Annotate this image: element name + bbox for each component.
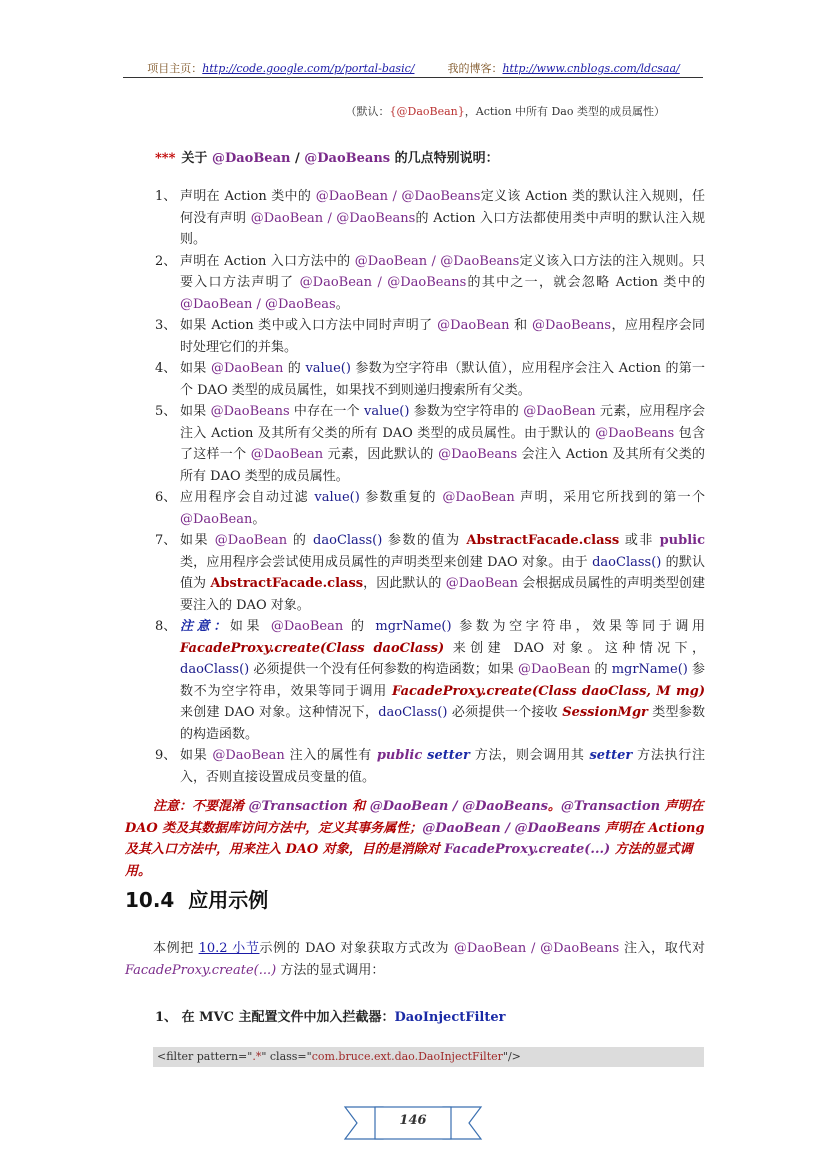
note-text: 。 — [335, 296, 349, 312]
code-mid: " class=" — [261, 1050, 312, 1063]
note-item — [155, 358, 705, 401]
note-text: @DaoBean — [437, 318, 510, 333]
note-text: FacadeProxy.create(Class daoClass) — [180, 640, 445, 656]
note-item — [155, 530, 705, 616]
page-number: 146 — [399, 1113, 427, 1128]
note-text: 定义该入口方法的注入规则。只要入口方法声明了 — [180, 253, 705, 290]
default-note-value: {@DaoBean} — [389, 105, 465, 118]
note-number: 3、 — [155, 318, 177, 333]
note-text: @DaoBean — [250, 447, 324, 462]
note-text: daoClass() — [592, 554, 662, 570]
note-text: 的 — [283, 361, 306, 376]
note-text: 注入的属性有 — [284, 748, 377, 763]
default-note-post: ，Action 中所有 Dao 类型的成员属性） — [464, 105, 665, 118]
code-pattern: .* — [252, 1050, 262, 1063]
warning-text: 注意：不要混淆 — [153, 799, 249, 814]
default-note-pre: （默认： — [345, 105, 390, 118]
notes-title-daobean: @DaoBean — [211, 151, 291, 166]
note-text: 必须提供一个没有任何参数的构造函数；如果 — [249, 662, 518, 677]
note-text: @DaoBean — [214, 533, 288, 548]
code-pre: <filter pattern=" — [157, 1050, 253, 1063]
note-number: 6、 — [155, 490, 177, 505]
note-text: @DaoBean — [442, 490, 515, 505]
warning-paragraph — [125, 796, 705, 882]
note-text: value() — [305, 361, 351, 376]
notes-title-sep: / — [290, 151, 305, 166]
note-text: 类型参数的构造函数。 — [180, 705, 706, 742]
warning-text: @Transaction — [248, 799, 348, 814]
note-text: @DaoBean — [210, 361, 284, 376]
notes-stars: *** — [155, 151, 176, 166]
note-text: 参数为空字符串的 — [409, 404, 524, 419]
note-text: 如果 — [180, 533, 215, 548]
step-1-class: DaoInjectFilter — [394, 1010, 506, 1025]
note-text: 必须提供一个接收 — [447, 705, 563, 720]
note-item — [155, 401, 705, 487]
note-text: 应用程序会自动过滤 — [180, 490, 315, 505]
note-text: value() — [314, 490, 360, 505]
note-item — [155, 616, 705, 745]
note-text: @DaoBean / @DaoBeans — [250, 210, 416, 226]
note-item — [155, 315, 705, 358]
section-heading — [125, 884, 268, 913]
note-text: public — [376, 748, 423, 763]
note-number: 7、 — [155, 533, 177, 548]
intro-pre: 本例把 — [153, 941, 199, 956]
note-text: 元素，应用程序会注入 Action 及其所有父类的所有 DAO 类型的成员属性。由于默认的 — [180, 404, 706, 441]
note-text: 方法，则会调用其 — [469, 748, 590, 763]
notes-title-post: 的几点特别说明： — [394, 151, 499, 166]
note-text: daoClass() — [313, 533, 383, 548]
warning-text: 方法的显式调用。 — [125, 842, 693, 879]
note-text: @DaoBean — [517, 662, 591, 677]
note-number: 8、 — [155, 619, 177, 634]
note-text: value() — [363, 404, 410, 419]
home-label: 项目主页： — [147, 62, 203, 75]
section-title: 应用示例 — [188, 888, 269, 912]
note-text: 的其中之一，就会忽略 Action 类中的 — [466, 275, 705, 290]
note-text: 参数为空字符串（默认值），应用程序会注入 Action 的第一个 DAO 类型的成员属性，如果找不到则递归搜索所有父类。 — [180, 361, 705, 398]
note-text: 来创建 DAO 对象。这种情况下， — [444, 640, 706, 656]
intro-mid1: 示例的 DAO 对象获取方式改为 — [259, 941, 454, 956]
note-text: setter — [589, 748, 633, 763]
note-text: ，应用程序会同时处理它们的并集。 — [180, 318, 705, 355]
note-text: @DaoBean / @DaoBeans — [354, 253, 520, 269]
warning-text: @Transaction — [560, 799, 661, 814]
note-text: @DaoBean / @DaoBeans — [315, 189, 481, 204]
warning-text: @DaoBean / @DaoBeans — [422, 820, 601, 836]
warning-text: @DaoBean / @DaoBeans — [369, 799, 548, 814]
intro-annotation: @DaoBean / @DaoBeans — [453, 941, 620, 956]
note-text: 的 — [343, 619, 376, 634]
note-number: 5、 — [155, 404, 177, 419]
note-text: @DaoBean / @DaoBeas — [180, 296, 336, 312]
note-text: 元素，因此默认的 — [323, 447, 439, 462]
note-text: 包含了这样一个 — [180, 425, 705, 462]
code-block — [153, 1047, 704, 1067]
note-number: 4、 — [155, 361, 177, 376]
page-number-badge — [343, 1103, 483, 1143]
note-text: setter — [427, 748, 470, 763]
note-number: 1、 — [155, 189, 177, 204]
note-item — [155, 487, 705, 530]
note-text: AbstractFacade.class — [210, 576, 364, 591]
note-text: 如果 — [180, 404, 211, 419]
intro-mid2: 注入，取代对 — [619, 941, 705, 956]
note-text: daoClass() — [180, 662, 250, 677]
note-text: 参数的值为 — [382, 533, 467, 548]
note-text: @DaoBean — [270, 619, 344, 634]
code-class: com.bruce.ext.dao.DaoInjectFilter — [311, 1050, 503, 1063]
step-1 — [155, 1006, 505, 1025]
page-header — [0, 60, 827, 76]
note-text: 中存在一个 — [289, 404, 364, 419]
note-item — [155, 186, 705, 251]
note-text: @DaoBean — [180, 511, 253, 527]
note-text: 声明，采用它所找到的第一个 — [514, 490, 705, 505]
note-text: 的 Action 入口方法都使用类中声明的默认注入规则。 — [180, 210, 705, 247]
note-text: 的 — [590, 662, 612, 677]
intro-paragraph — [125, 938, 705, 982]
warning-text: 声明在 Actiong 及其入口方法中，用来注入 DAO 对象，目的是消除对 — [125, 820, 705, 857]
note-item — [155, 251, 705, 316]
header-divider — [123, 77, 703, 78]
note-text: public — [659, 533, 706, 548]
note-text: @DaoBean / @DaoBeans — [299, 275, 467, 290]
note-text: @DaoBeans — [438, 447, 518, 462]
section-number: 10.4 — [125, 888, 175, 912]
note-text: 声明在 Action 入口方法中的 — [180, 253, 355, 269]
note-text: @DaoBean — [445, 576, 519, 591]
note-text: FacadeProxy.create(Class daoClass, M mg) — [392, 683, 705, 699]
note-text: 来创建 DAO 对象。这种情况下， — [180, 705, 379, 720]
note-item — [155, 745, 705, 788]
note-text: 的 — [287, 533, 314, 548]
note-text: 声明在 Action 类中的 — [180, 189, 316, 204]
note-number: 9、 — [155, 748, 177, 763]
note-text: ，因此默认的 — [363, 576, 446, 591]
note-text: 或非 — [619, 533, 660, 548]
note-text: @DaoBeans — [595, 425, 675, 441]
notes-title — [155, 147, 499, 166]
blog-link[interactable]: http://www.cnblogs.com/ldcsaa/ — [502, 62, 680, 75]
warning-text: 和 — [347, 799, 370, 814]
note-text: 注意： — [180, 619, 230, 634]
note-text: SessionMgr — [562, 705, 648, 720]
intro-call: FacadeProxy.create(...) — [125, 963, 277, 978]
note-text: @DaoBeans — [532, 318, 612, 333]
section-link[interactable]: 10.2 小节 — [198, 941, 260, 956]
note-text: @DaoBeans — [210, 404, 290, 419]
intro-post: 方法的显式调用： — [276, 963, 385, 978]
note-text: 如果 Action 类中或入口方法中同时声明了 — [180, 318, 438, 333]
note-text: 如果 — [180, 361, 211, 376]
note-text: 。 — [252, 511, 266, 527]
note-number: 2、 — [155, 253, 177, 269]
note-text: @DaoBean — [212, 748, 285, 763]
warning-text: 。 — [547, 799, 561, 814]
default-note — [0, 103, 665, 119]
note-text: 的默认值为 — [180, 554, 705, 591]
note-text: mgrName() — [611, 662, 688, 677]
blog-label: 我的博客： — [447, 62, 503, 75]
step-1-label: 1、 在 MVC 主配置文件中加入拦截器： — [155, 1010, 395, 1025]
note-text: 定义该 Action 类的默认注入规则，任何没有声明 — [180, 189, 705, 226]
note-text: 如果 — [180, 748, 213, 763]
note-text: 参数不为空字符串，效果等同于调用 — [180, 662, 705, 699]
note-text: mgrName() — [375, 619, 452, 634]
note-text: AbstractFacade.class — [466, 533, 620, 548]
code-post: "/> — [502, 1050, 521, 1063]
note-text: 类，应用程序会尝试使用成员属性的声明类型来创建 DAO 对象。由于 — [180, 554, 593, 570]
notes-list — [155, 186, 705, 788]
note-text: 如果 — [229, 619, 271, 634]
note-text: 和 — [509, 318, 533, 333]
note-text: 方法执行注入，否则直接设置成员变量的值。 — [180, 748, 706, 785]
note-text: 会根据成员属性的声明类型创建要注入的 DAO 对象。 — [180, 576, 705, 613]
home-link[interactable]: http://code.google.com/p/portal-basic/ — [202, 62, 415, 75]
warning-text: FacadeProxy.create(...) — [444, 842, 611, 857]
note-text: @DaoBean — [523, 404, 596, 419]
note-text: 参数为空字符串，效果等同于调用 — [451, 619, 705, 634]
warning-text: 声明在 DAO 类及其数据库访问方法中，定义其事务属性； — [125, 799, 704, 836]
note-text: 会注入 Action 及其所有父类的所有 DAO 类型的成员属性。 — [180, 447, 705, 484]
notes-title-pre: 关于 — [181, 151, 208, 166]
note-text: daoClass() — [378, 705, 448, 720]
notes-title-daobeans: @DaoBeans — [304, 151, 391, 166]
note-text: 参数重复的 — [359, 490, 443, 505]
